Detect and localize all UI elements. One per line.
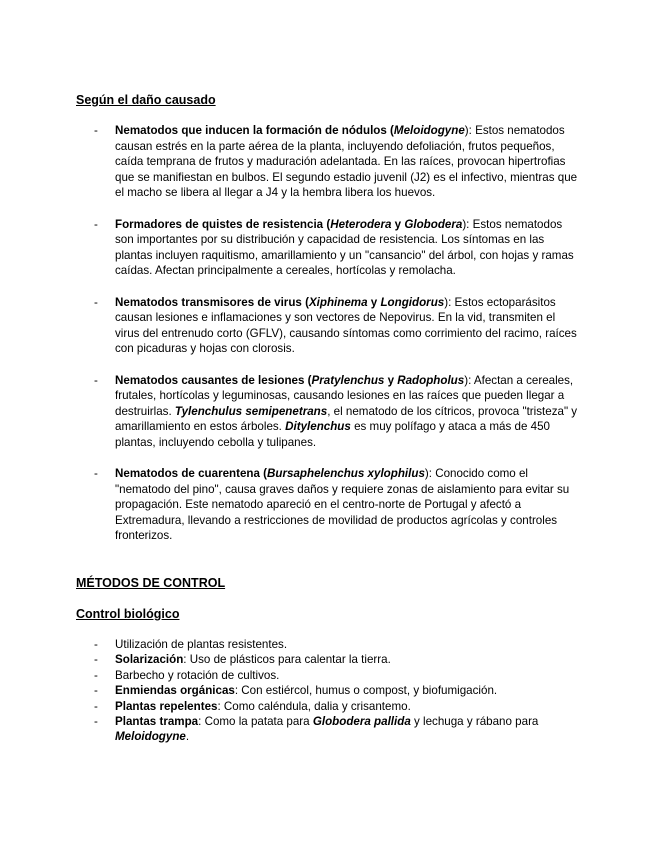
bullet-dash: - <box>94 638 98 651</box>
bullet-dash: - <box>94 715 98 729</box>
list-item: - Plantas trampa: Como la patata para Globodera pallida y lechuga y rábano para Meloidogyne. <box>94 715 539 744</box>
list-item: - Enmiendas orgánicas: Con estiércol, humus o compost, y biofumigación. <box>94 684 498 698</box>
bullet-dash: - <box>94 467 98 481</box>
list-item: - Barbecho y rotación de cultivos. <box>94 668 280 682</box>
section-heading-damage: Según el daño causado <box>76 93 216 107</box>
bullet-dash: - <box>94 699 98 713</box>
list-item: - Nematodos de cuarentena (Bursaphelenchus xylophilus): Conocido como el "nematodo del pino", causa graves daños y requiere zonas de aislamiento para evitar su propagación. Este nematodo apareció en el centro-norte de Portugal y afectó a Extremadura, llevando a restricciones de movilidad de productos agrícolas y controles fronterizos. <box>94 467 570 543</box>
bullet-dash: - <box>94 124 98 137</box>
bio-control-list <box>0 637 655 745</box>
bullet-dash: - <box>94 295 98 309</box>
bullet-dash: - <box>94 653 98 667</box>
section-heading-methods: MÉTODOS DE CONTROL <box>76 576 226 590</box>
bullet-dash: - <box>94 684 98 698</box>
list-item: - Utilización de plantas resistentes. <box>94 638 288 651</box>
list-item: - Nematodos que inducen la formación de nódulos (Meloidogyne): Estos nematodos causan estrés en la parte aérea de la planta, incluyendo defoliación, frutos pequeños, caída temprana de frutos y maduración adelantada. En las raíces, provocan hipertrofias que se manifiestan en bulbos. El segundo estadio juvenil (J2) es el infectivo, mientras que el macho se libera al llegar a J4 y la hembra libera los huevos. <box>94 124 578 200</box>
bullet-dash: - <box>94 217 98 231</box>
list-item: - Solarización: Uso de plásticos para calentar la tierra. <box>94 653 391 667</box>
bullet-dash: - <box>94 373 98 387</box>
section-heading-bio: Control biológico <box>76 607 180 621</box>
list-item: - Nematodos transmisores de virus (Xiphinema y Longidorus): Estos ectoparásitos causan lesiones e inflamaciones y son vectores de Nepovirus. En la vid, transmiten el virus del entrenudo corto (GFLV), causando síntomas como corrimiento del racimo, raíces con picaduras y hojas con clorosis. <box>94 295 577 356</box>
bullet-dash: - <box>94 668 98 682</box>
list-item: - Plantas repelentes: Como caléndula, dalia y crisantemo. <box>94 699 411 713</box>
list-item: - Nematodos causantes de lesiones (Pratylenchus y Radopholus): Afectan a cereales, frutales, hortícolas y leguminosas, causando lesiones en las raíces que pueden llegar a destruirlas. Tylenchulus semipenetrans, el nematodo de los cítricos, provoca "tristeza" y amarillamiento en estos árboles. Ditylenchus es muy polífago y ataca a más de 450 plantas, incluyendo cebolla y tulipanes. <box>94 373 578 449</box>
list-item: - Formadores de quistes de resistencia (Heterodera y Globodera): Estos nematodos son importantes por su distribución y capacidad de resistencia. Los síntomas en las plantas incluyen raquitismo, amarillamiento y un "cansancio" del árbol, con hojas y ramas caídas. Afectan principalmente a cereales, hortícolas y remolacha. <box>94 217 574 278</box>
damage-list <box>0 123 655 544</box>
